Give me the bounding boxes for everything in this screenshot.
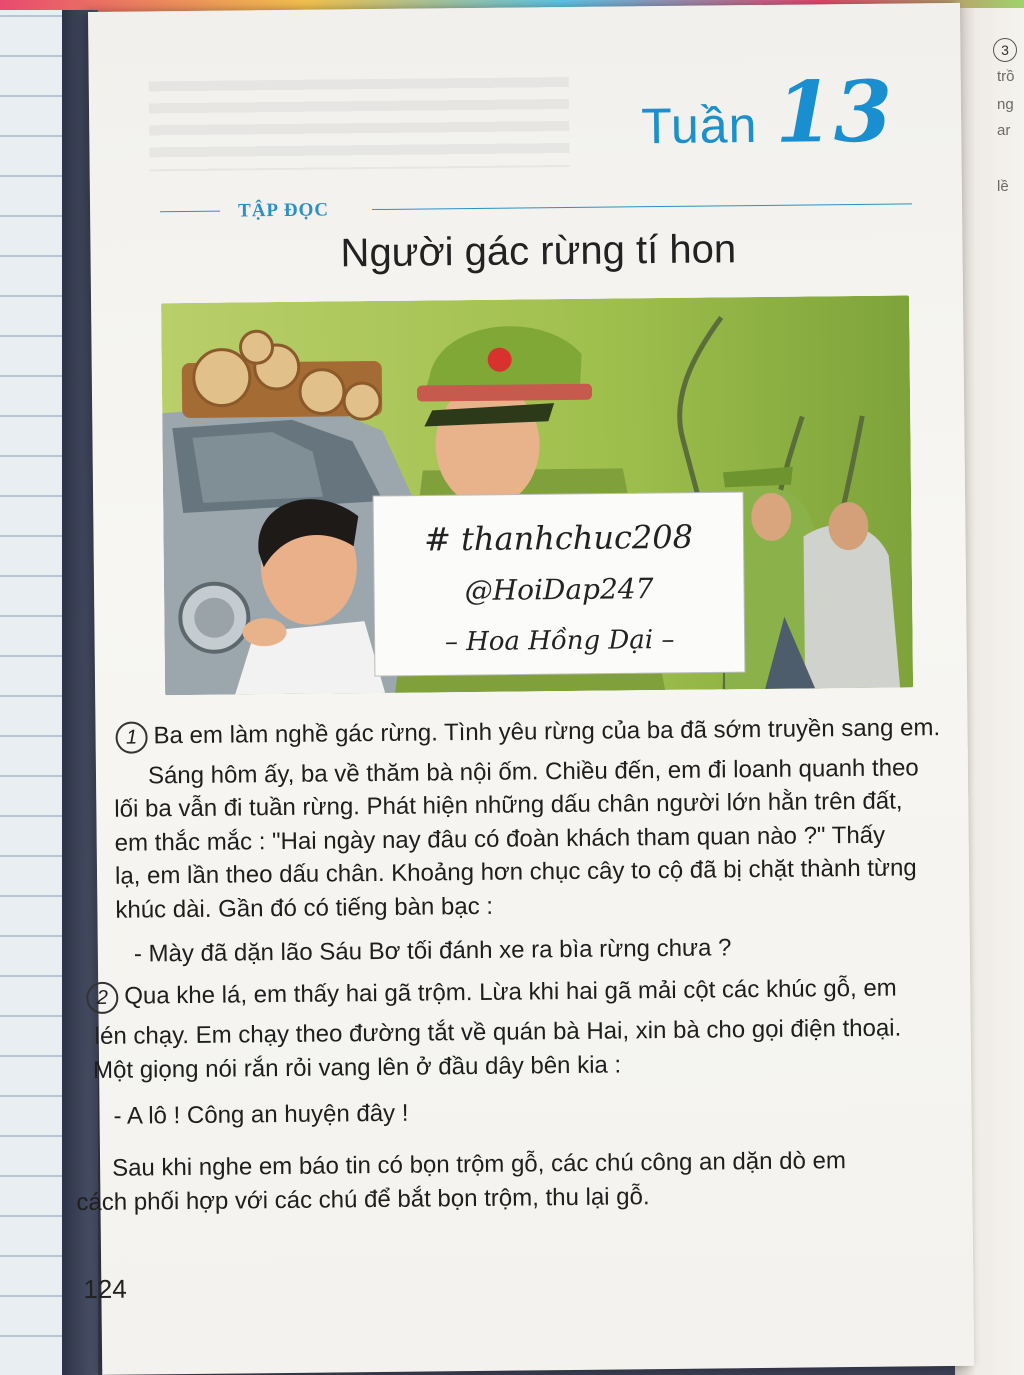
text-line: lén chạy. Em chạy theo đường tắt về quán bà Hai, xin bà cho gọi điện thoại. [94,1014,902,1050]
caption-line: @HoiDap247 [464,572,654,608]
text-line: Ba em làm nghề gác rừng. Tình yêu rừng của ba đã sớm truyền sang em. [153,714,941,750]
text-line: lạ, em lần theo dấu chân. Khoảng hơn chục cây to cộ đã bị chặt thành từng [114,854,917,890]
text-line: lối ba vẫn đi tuần rừng. Phát hiện những dấu chân người lớn hằn trên đất, [114,787,903,823]
divider [160,211,220,213]
dialogue-line: - A lô ! Công an huyện đây ! [113,1099,409,1130]
text-line: Sáng hôm ấy, ba về thăm bà nội ốm. Chiều đến, em đi loanh quanh theo [147,754,919,790]
text-line: em thắc mắc : "Hai ngày nay đâu có đoàn khách tham quan nào ?" Thấy [114,821,886,857]
text-line: Một giọng nói rắn rỏi vang lên ở đầu dây bên kia : [92,1051,622,1085]
paragraph-1 [115,711,940,753]
adjacent-text-fragment: ng [997,96,1014,113]
adjacent-text-fragment: lề [997,178,1009,195]
illustration [161,295,913,695]
paragraph-2 [86,972,897,1014]
paragraph-marker: 1 [115,721,147,753]
dialogue-line: - Mày đã dặn lão Sáu Bơ tối đánh xe ra bìa rừng chưa ? [133,934,732,968]
caption-line: # thanhchuc208 [423,517,694,559]
textbook-page [76,3,974,1375]
illustration-art [161,295,913,695]
caption-line: – Hoa Hồng Dại – [444,624,675,658]
text-line: Qua khe lá, em thấy hai gã trộm. Lừa khi hai gã mải cột các khúc gỗ, em [124,974,897,1010]
paragraph-marker: 2 [86,981,118,1013]
divider [372,203,912,210]
week-number: 13 [774,61,893,162]
adjacent-page-number: 3 [993,38,1017,62]
text-line: khúc dài. Gần đó có tiếng bàn bạc : [115,892,494,924]
week-word: Tuần [640,96,758,155]
caption-card [373,492,745,676]
lesson-title: Người gác rừng tí hon [340,227,737,276]
show-through-text [149,77,570,171]
section-header [160,191,912,223]
adjacent-text-fragment: ar [997,122,1011,139]
section-label: TẬP ĐỌC [237,199,330,222]
adjacent-text-fragment: trồ [997,68,1015,85]
text-line: Sau khi nghe em báo tin có bọn trộm gỗ, các chú công an dặn dò em [111,1147,847,1182]
text-line: cách phối hợp với các chú để bắt bọn trộm, thu lại gỗ. [76,1183,650,1217]
week-heading [641,62,893,164]
page-number: 124 [83,1273,127,1305]
notebook-edge [0,10,70,1375]
